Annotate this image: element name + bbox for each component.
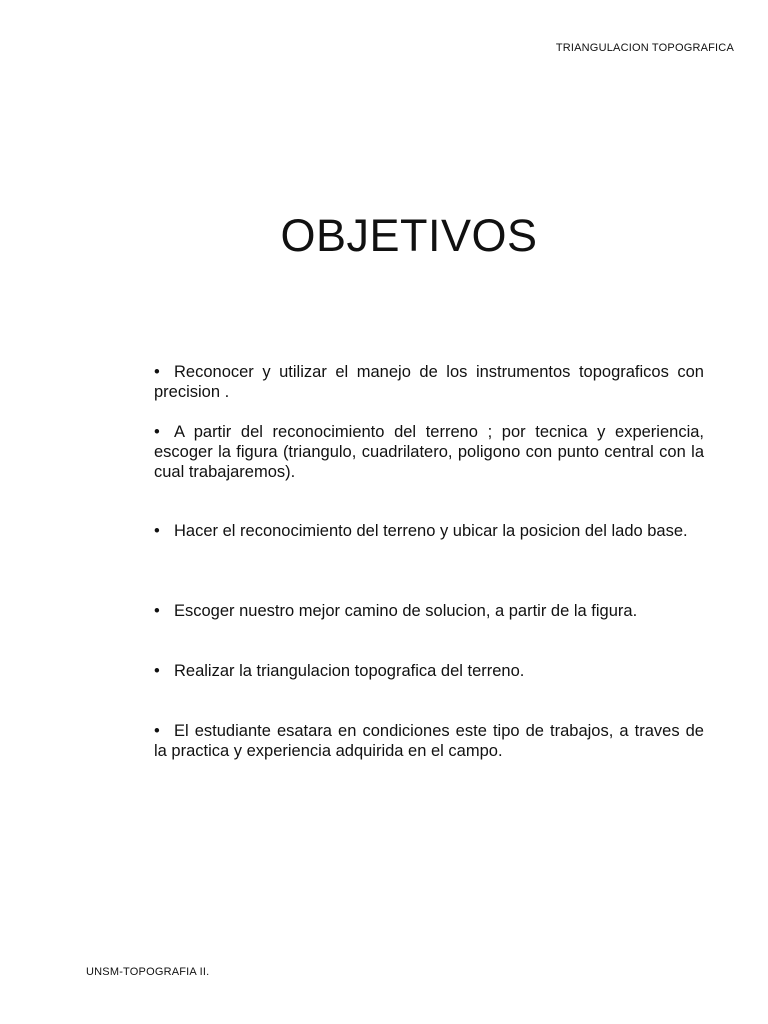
- objective-text: A partir del reconocimiento del terreno ; por tecnica y experiencia, escoger la figura (triangulo, cuadrilatero, poligono con punto central con la cual trabajaremos).: [154, 423, 704, 481]
- bullet-icon: •: [154, 363, 160, 381]
- objective-text: El estudiante esatara en condiciones este tipo de trabajos, a traves de la practica y experiencia adquirida en el campo.: [154, 722, 704, 760]
- running-header: TRIANGULACION TOPOGRAFICA: [555, 42, 734, 54]
- bullet-icon: •: [154, 602, 160, 620]
- bullet-icon: •: [154, 662, 160, 680]
- running-footer: UNSM-TOPOGRAFIA II.: [86, 966, 210, 978]
- objective-item: [154, 521, 704, 541]
- objective-item: [154, 362, 704, 402]
- bullet-icon: •: [154, 522, 160, 540]
- objective-item: [154, 661, 704, 681]
- objective-item: [154, 422, 704, 482]
- objective-text: Escoger nuestro mejor camino de solucion, a partir de la figura.: [174, 602, 638, 620]
- objective-item: [154, 721, 704, 761]
- objective-text: Reconocer y utilizar el manejo de los instrumentos topograficos con precision .: [154, 363, 704, 401]
- objective-text: Realizar la triangulacion topografica del terreno.: [174, 662, 525, 680]
- objective-item: [154, 601, 704, 621]
- bullet-icon: •: [154, 423, 160, 441]
- bullet-icon: •: [154, 722, 160, 740]
- objective-text: Hacer el reconocimiento del terreno y ubicar la posicion del lado base.: [174, 522, 688, 540]
- page-title: OBJETIVOS: [280, 210, 538, 261]
